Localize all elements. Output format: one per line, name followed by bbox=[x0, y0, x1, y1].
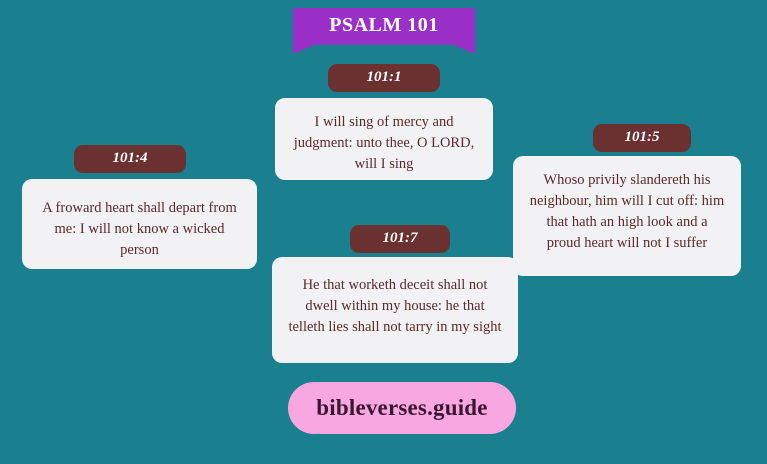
verse-reference-tag: 101:1 bbox=[328, 64, 440, 92]
verse-text: A froward heart shall depart from me: I will not know a wicked person bbox=[22, 179, 257, 269]
verse-text: Whoso privily slandereth his neighbour, him will I cut off: him that hath an high look and a proud heart will not I suffer bbox=[513, 156, 741, 276]
page-title: PSALM 101 bbox=[329, 14, 439, 36]
verse-reference-tag: 101:4 bbox=[74, 145, 186, 173]
verse-text: I will sing of mercy and judgment: unto thee, O LORD, will I sing bbox=[275, 98, 493, 180]
verse-text: He that worketh deceit shall not dwell within my house: he that telleth lies shall not tarry in my sight bbox=[272, 257, 518, 363]
verse-reference-tag: 101:5 bbox=[593, 124, 691, 152]
verse-reference-tag: 101:7 bbox=[350, 225, 450, 253]
title-banner bbox=[293, 8, 475, 54]
site-branding-pill[interactable] bbox=[288, 382, 516, 434]
site-name-label: bibleverses.guide bbox=[316, 395, 488, 420]
